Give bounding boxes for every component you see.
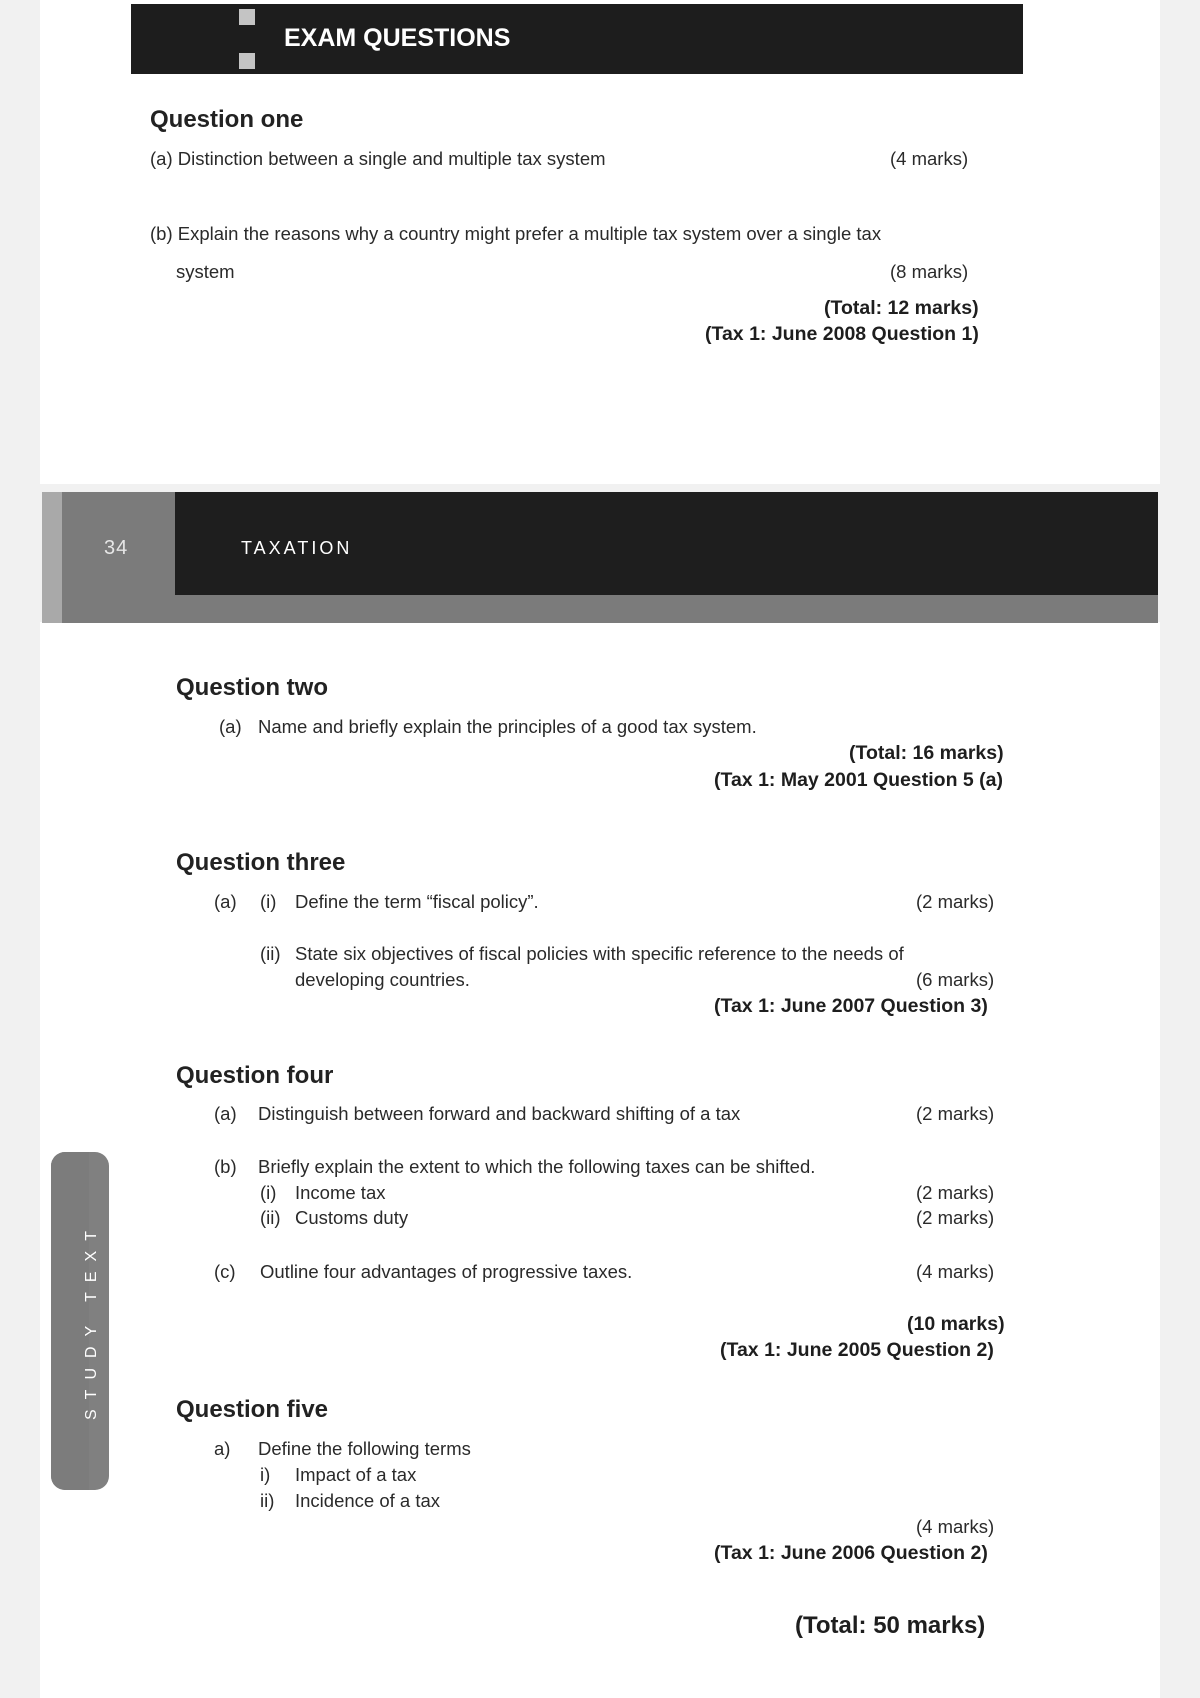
q1-part-a-marks: (4 marks) (890, 148, 969, 169)
side-tab-label: STUDY TEXT (83, 1221, 100, 1420)
exam-questions-banner (131, 4, 1023, 74)
q1-part-b-marks: (8 marks) (890, 261, 969, 282)
q2-source: (Tax 1: May 2001 Question 5 (a) (714, 769, 1003, 791)
q4-part-b-ii-marks: (2 marks) (916, 1207, 995, 1228)
q4-source: (Tax 1: June 2005 Question 2) (720, 1339, 994, 1361)
q3-part-i-text: Define the term “fiscal policy”. (295, 891, 539, 912)
q1-part-a-text: (a) Distinction between a single and multiple tax system (150, 148, 606, 169)
q3-part-a-label: (a) (214, 891, 237, 912)
question-three-heading: Question three (176, 849, 346, 876)
q5-part-i-label: i) (260, 1464, 271, 1485)
q4-part-b-text: Briefly explain the extent to which the following taxes can be shifted. (258, 1156, 816, 1177)
q3-part-ii-marks: (6 marks) (916, 969, 995, 990)
q3-part-ii-label: (ii) (260, 943, 281, 964)
q3-part-ii-text-line1: State six objectives of fiscal policies with specific reference to the needs of (295, 943, 904, 964)
q4-part-b-i-marks: (2 marks) (916, 1182, 995, 1203)
q3-part-i-marks: (2 marks) (916, 891, 995, 912)
q4-part-c-label: (c) (214, 1261, 236, 1282)
q5-part-a-label: a) (214, 1438, 231, 1459)
question-five-heading: Question five (176, 1396, 329, 1423)
grand-total: (Total: 50 marks) (795, 1612, 986, 1639)
q5-marks: (4 marks) (916, 1516, 995, 1537)
q2-part-a-label: (a) (219, 716, 242, 737)
q3-part-ii-text-line2: developing countries. (295, 969, 470, 990)
q2-total: (Total: 16 marks) (849, 742, 1004, 764)
q1-part-b-text-line2: system (176, 261, 235, 282)
q4-part-a-label: (a) (214, 1103, 237, 1124)
q4-part-a-marks: (2 marks) (916, 1103, 995, 1124)
q5-source: (Tax 1: June 2006 Question 2) (714, 1542, 988, 1564)
bullet-square-icon (239, 9, 255, 25)
q4-part-b-i-text: Income tax (295, 1182, 386, 1203)
q4-part-b-ii-label: (ii) (260, 1207, 281, 1228)
q4-total: (10 marks) (907, 1313, 1005, 1335)
q4-part-b-i-label: (i) (260, 1182, 277, 1203)
q3-part-i-label: (i) (260, 891, 277, 912)
q5-part-ii-text: Incidence of a tax (295, 1490, 441, 1511)
q3-source: (Tax 1: June 2007 Question 3) (714, 995, 988, 1017)
question-two-heading: Question two (176, 674, 328, 701)
page-header-edge (42, 492, 62, 623)
question-one-heading: Question one (150, 106, 304, 133)
q1-source: (Tax 1: June 2008 Question 1) (705, 323, 979, 345)
q4-part-b-label: (b) (214, 1156, 237, 1177)
q4-part-b-ii-text: Customs duty (295, 1207, 409, 1228)
q4-part-c-marks: (4 marks) (916, 1261, 995, 1282)
q2-part-a-text: Name and briefly explain the principles of a good tax system. (258, 716, 757, 737)
q1-total: (Total: 12 marks) (824, 297, 979, 319)
bullet-square-icon (239, 53, 255, 69)
q5-part-ii-label: ii) (260, 1490, 275, 1511)
q4-part-a-text: Distinguish between forward and backward shifting of a tax (258, 1103, 741, 1124)
q4-part-c-text: Outline four advantages of progressive taxes. (260, 1261, 633, 1282)
q5-part-i-text: Impact of a tax (295, 1464, 417, 1485)
q1-part-b-text-line1: (b) Explain the reasons why a country might prefer a multiple tax system over a single tax (150, 223, 882, 244)
page-number: 34 (104, 537, 129, 559)
section-title: EXAM QUESTIONS (284, 24, 511, 52)
q5-part-a-text: Define the following terms (258, 1438, 471, 1459)
question-four-heading: Question four (176, 1062, 334, 1089)
running-header-title: TAXATION (241, 538, 353, 558)
